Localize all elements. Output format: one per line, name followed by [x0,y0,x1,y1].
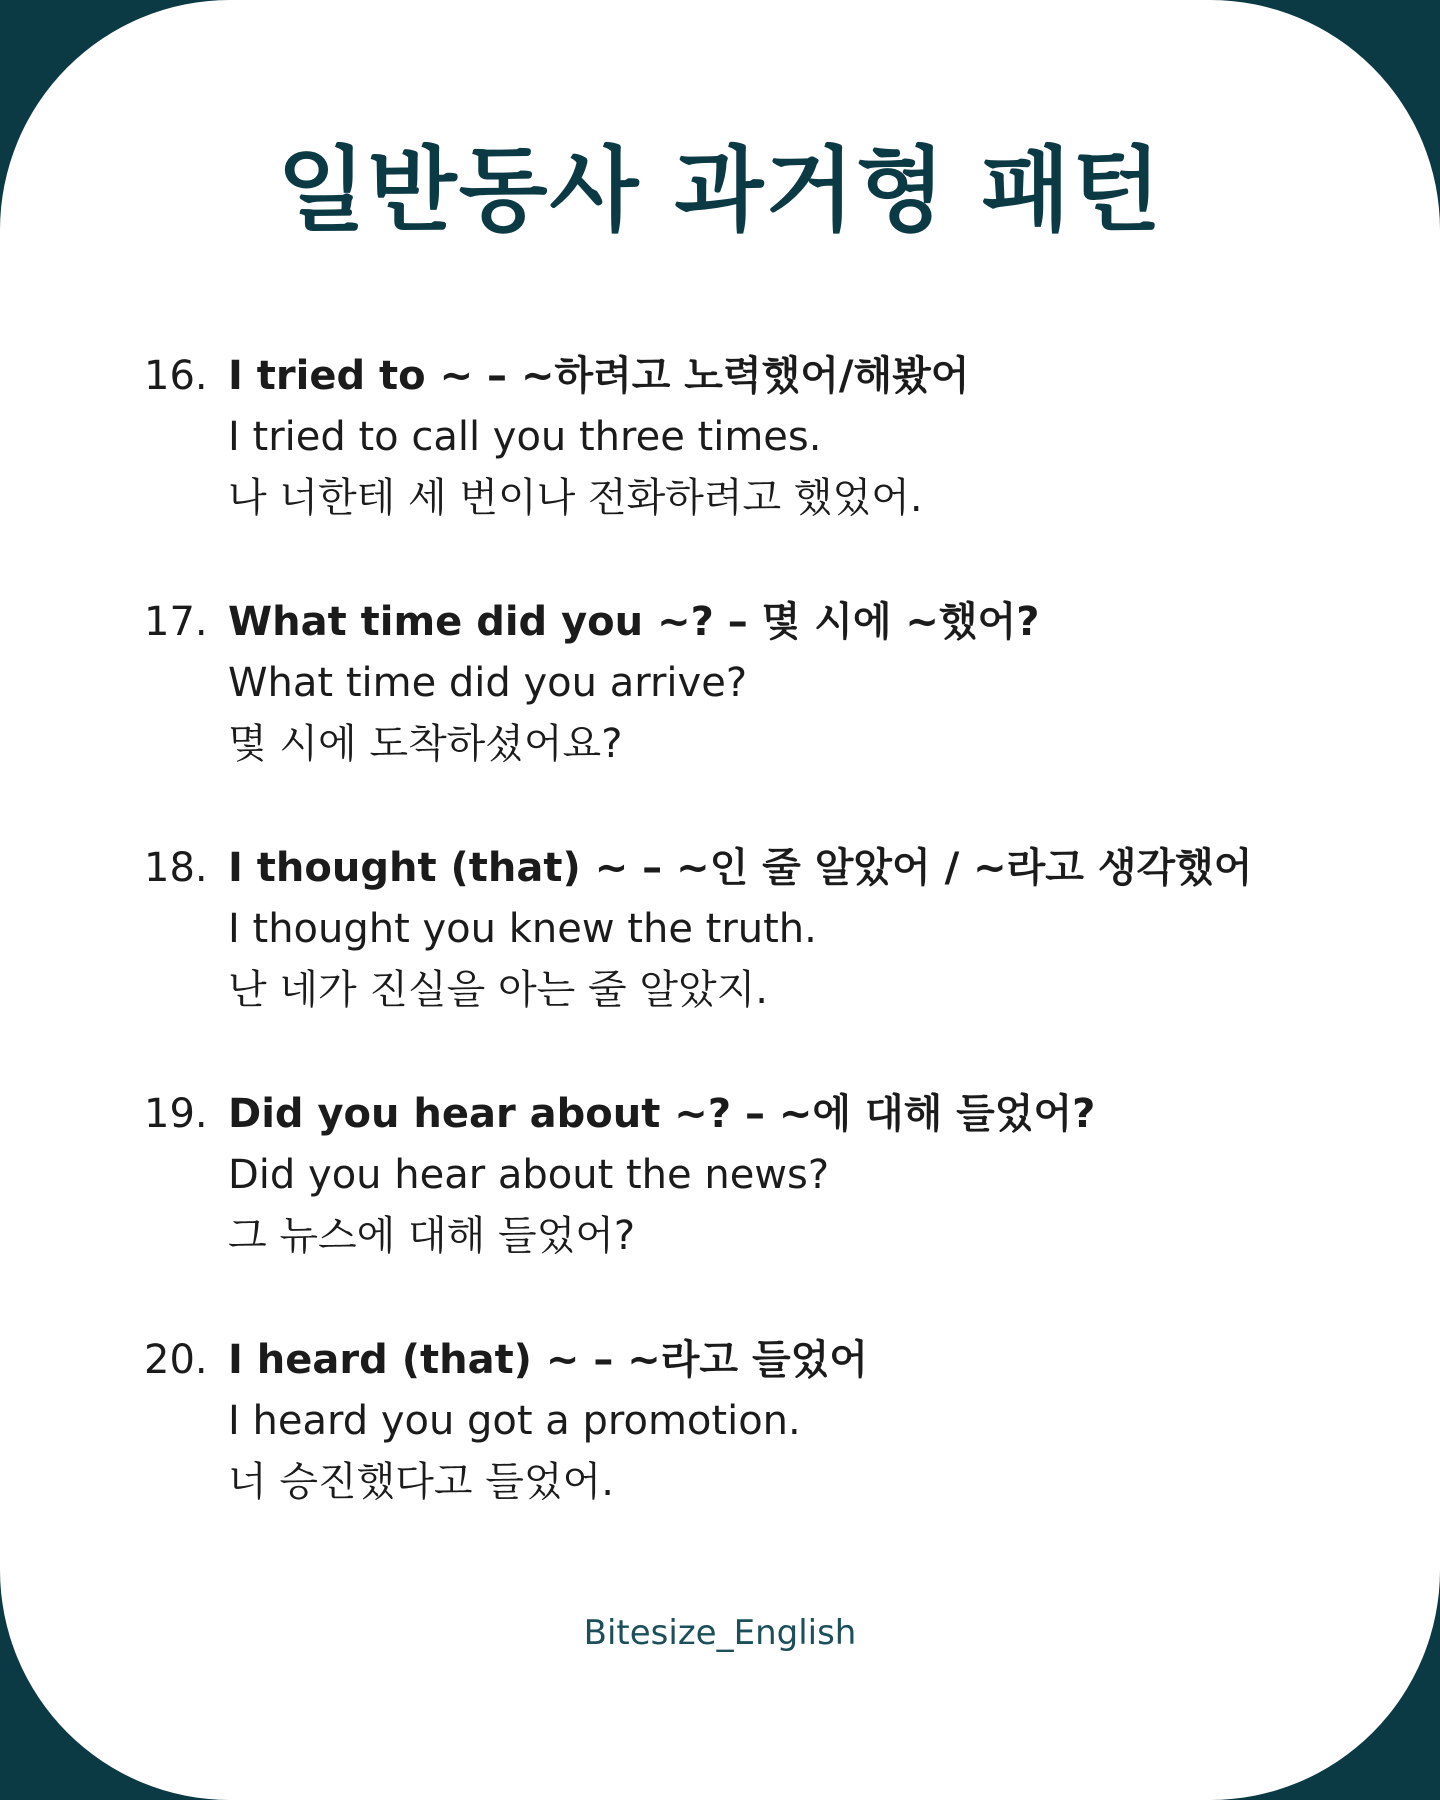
pattern-header [144,1083,1324,1145]
pattern-header [144,837,1324,899]
pattern-title: I heard (that) ~ – ~라고 들었어 [228,1337,868,1383]
english-example: What time did you arrive? [228,660,748,706]
korean-translation: 몇 시에 도착하셨어요? [228,721,623,767]
pattern-item [144,345,1324,591]
pattern-header [144,591,1324,653]
pattern-header [144,345,1324,407]
pattern-number: 18. [144,845,208,891]
korean-translation: 난 네가 진실을 아는 줄 알았지. [228,967,768,1013]
korean-translation: 너 승진했다고 들었어. [228,1459,614,1505]
pattern-title: I thought (that) ~ – ~인 줄 알았어 / ~라고 생각했어 [228,845,1253,891]
korean-translation: 그 뉴스에 대해 들었어? [228,1213,636,1259]
pattern-title: Did you hear about ~? – ~에 대해 들었어? [228,1091,1096,1137]
english-example: I heard you got a promotion. [228,1398,801,1444]
pattern-number: 19. [144,1091,208,1137]
pattern-item [144,837,1324,1083]
pattern-item [144,1329,1324,1575]
pattern-number: 17. [144,599,208,645]
footer-credit: Bitesize_English [583,1613,857,1653]
korean-translation: 나 너한테 세 번이나 전화하려고 했었어. [228,475,923,521]
pattern-number: 16. [144,353,208,399]
pattern-title: I tried to ~ – ~하려고 노력했어/해봤어 [228,353,970,399]
pattern-number: 20. [144,1337,208,1383]
page-title: 일반동사 과거형 패턴 [277,137,1163,244]
pattern-header [144,1329,1324,1391]
english-example: Did you hear about the news? [228,1152,830,1198]
pattern-list [144,345,1324,1575]
pattern-item [144,1083,1324,1329]
pattern-title: What time did you ~? – 몇 시에 ~했어? [228,599,1040,645]
english-example: I tried to call you three times. [228,414,822,460]
english-example: I thought you knew the truth. [228,906,817,952]
pattern-item [144,591,1324,837]
